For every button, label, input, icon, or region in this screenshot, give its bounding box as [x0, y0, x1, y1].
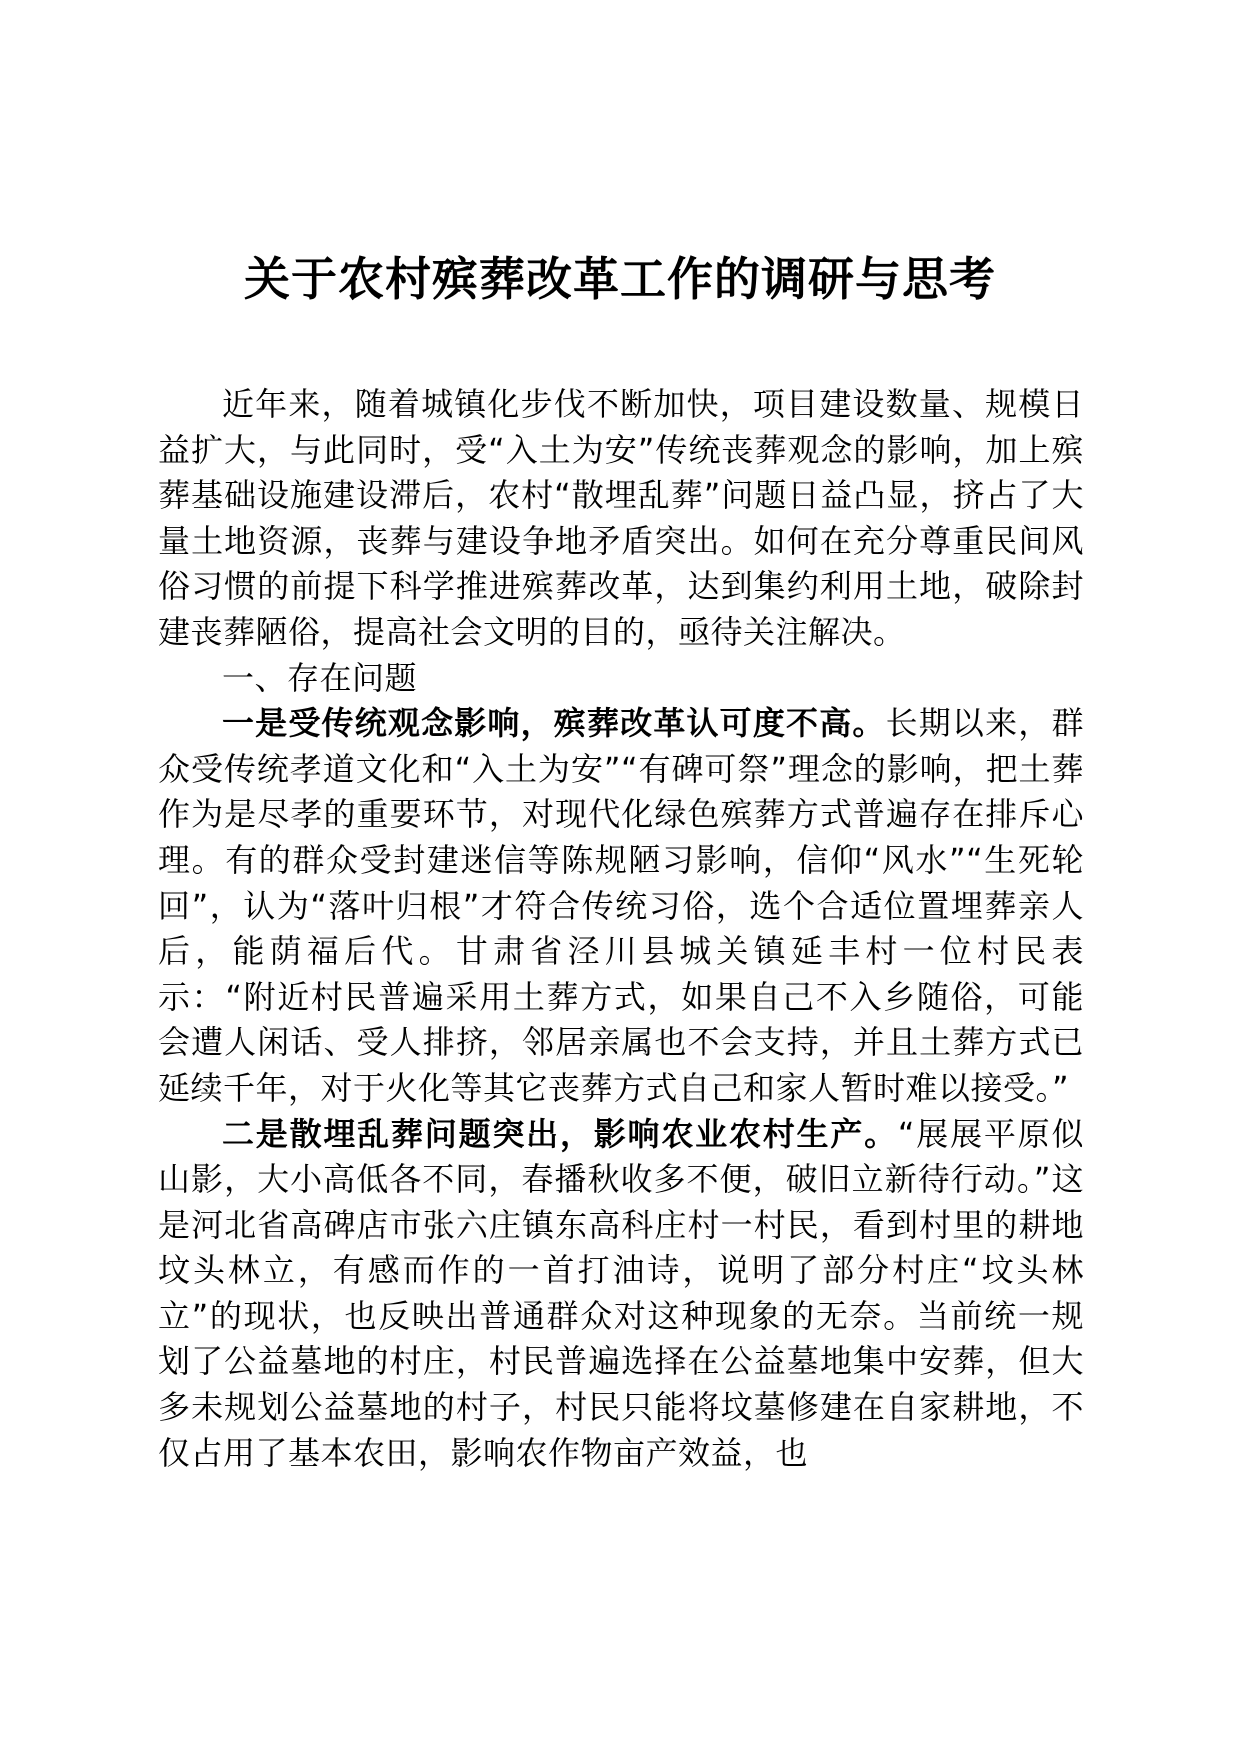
point-2-paragraph: [158, 1112, 1084, 1477]
section-heading-problems: 一、存在问题: [222, 658, 418, 697]
point-1-paragraph: [158, 701, 1084, 1111]
point-1-text: 长期以来，群众受传统孝道文化和“入土为安”“有碑可祭”理念的影响，把土葬作为是尽孝的重要环节，对现代化绿色殡葬方式普遍存在排斥心理。有的群众受封建迷信等陈规陋习影响，信仰“风水”“生死轮回”，认为“落叶归根”才符合传统习俗，选个合适位置埋葬亲人后，能荫福后代。甘肃省泾川县城关镇延丰村一位村民表示：“附近村民普遍采用土葬方式，如果自己不入乡随俗，可能会遭人闲话、受人排挤，邻居亲属也不会支持，并且土葬方式已延续千年，对于火化等其它丧葬方式自己和家人暂时难以接受。”: [158, 704, 1084, 1107]
point-2-text: “展展平原似山影，大小高低各不同，春播秋收多不便，破旧立新待行动。”这是河北省高碑店市张六庄镇东高科庄村一村民，看到村里的耕地坟头林立，有感而作的一首打油诗，说明了部分村庄“坟头林立”的现状，也反映出普通群众对这种现象的无奈。当前统一规划了公益墓地的村庄，村民普遍选择在公益墓地集中安葬，但大多未规划公益墓地的村子，村民只能将坟墓修建在自家耕地，不仅占用了基本农田，影响农作物亩产效益，也: [158, 1114, 1084, 1472]
point-1-lead: 一是受传统观念影响，殡葬改革认可度不高。: [222, 704, 886, 743]
intro-paragraph: 近年来，随着城镇化步伐不断加快，项目建设数量、规模日益扩大，与此同时，受“入土为安”传统丧葬观念的影响，加上殡葬基础设施建设滞后，农村“散埋乱葬”问题日益凸显，挤占了大量土地资源，丧葬与建设争地矛盾突出。如何在充分尊重民间风俗习惯的前提下科学推进殡葬改革，达到集约利用土地，破除封建丧葬陋俗，提高社会文明的目的，亟待关注解决。: [158, 385, 1084, 651]
document-title: 关于农村殡葬改革工作的调研与思考: [244, 252, 996, 306]
document-body: [158, 382, 1084, 1476]
point-2-lead: 二是散埋乱葬问题突出，影响农业农村生产。: [222, 1114, 898, 1153]
